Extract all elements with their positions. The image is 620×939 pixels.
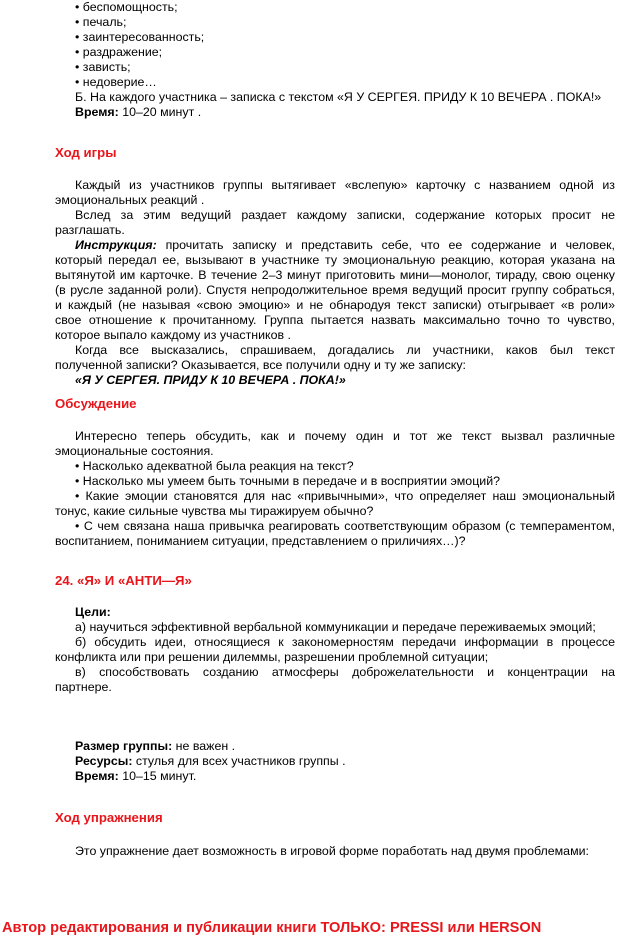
- variant-b-line: Б. На каждого участника – записка с текстом «Я У СЕРГЕЯ. ПРИДУ К 10 ВЕЧЕРА . ПОКА!»: [75, 90, 602, 104]
- section-heading-game: Ход игры: [55, 145, 117, 160]
- paragraph-line: который передал ее, вызывают в участнике ту эмоциональную реакцию, которая указана на: [55, 253, 615, 267]
- time-line: [55, 105, 615, 120]
- discussion-body: [55, 429, 615, 549]
- paragraph-line: Каждый из участников группы вытягивает «вслепую» карточку с названием одной из: [75, 178, 615, 192]
- section-heading-discussion: Обсуждение: [55, 396, 137, 411]
- paragraph-line: (в русле заданной роли). Спустя непродолжительное время ведущий просит группу собраться,: [55, 283, 615, 297]
- list-item: • беспомощность;: [75, 0, 178, 14]
- exercise-params: [55, 739, 615, 784]
- paragraph-line: Это упражнение дает возможность в игровой форме поработать над двумя проблемами:: [75, 844, 589, 858]
- goal-item: б) обсудить идеи, относящиеся к закономерностям передачи информации в процессе: [75, 635, 615, 649]
- question-item: • Какие эмоции становятся для нас «привычными», что определяет наш эмоциональный: [75, 489, 615, 503]
- instruction-line: [55, 238, 615, 253]
- paragraph-line: свое отношение к прочитанному. Группа пытается назвать максимально точно то чувство,: [55, 313, 615, 327]
- instruction-label: Инструкция:: [75, 238, 157, 252]
- time-value: 10–15 минут.: [118, 769, 197, 783]
- paragraph-line: и каждый (не называя «свою эмоцию» и не обнародуя текст записки) отыгрывает «в роли»: [55, 298, 615, 312]
- time-line: [55, 769, 615, 784]
- group-size-line: [55, 739, 615, 754]
- paragraph-line: партнере.: [55, 680, 112, 694]
- paragraph-line: разглашать.: [55, 223, 125, 237]
- time-label: Время:: [75, 105, 119, 119]
- top-block: [55, 0, 615, 120]
- paragraph-line: тонус, какие сильные чувства мы тиражируем обычно?: [55, 504, 374, 518]
- goals-label: Цели:: [75, 605, 111, 619]
- list-item: • заинтересованность;: [75, 30, 205, 44]
- footer-credit: Автор редактирования и публикации книги ТОЛЬКО: PRESSI или HERSON: [2, 920, 542, 936]
- time-label: Время:: [75, 769, 119, 783]
- section-heading-exercise-flow: Ход упражнения: [55, 810, 163, 825]
- list-item: • раздражение;: [75, 45, 163, 59]
- question-item: • Насколько мы умеем быть точными в передаче и в восприятии эмоций?: [75, 474, 501, 488]
- paragraph-line: которое выпало каждому из участников .: [55, 328, 291, 342]
- resources-line: [55, 754, 615, 769]
- paragraph-line: эмоциональные состояния.: [55, 444, 214, 458]
- goal-item: в) способствовать созданию атмосферы доброжелательности и концентрации на: [75, 665, 615, 679]
- paragraph-line: эмоциональных реакций .: [55, 193, 205, 207]
- time-value: 10–20 минут .: [118, 105, 202, 119]
- paragraph-line: конфликта или при решении дилеммы, разрешении проблемной ситуации;: [55, 650, 489, 664]
- paragraph-line: полученной записки? Оказывается, все получили одну и ту же записку:: [55, 358, 466, 372]
- group-size-label: Размер группы:: [75, 739, 173, 753]
- list-item: • недоверие…: [75, 75, 157, 89]
- exercise-goals: [55, 605, 615, 695]
- paragraph-line: вытянутой им карточке. В течение 2–3 минут приготовить мини—монолог, тираду, свою оценку: [55, 268, 615, 282]
- paragraph-line: воспитанием, пониманием ситуации, представлением о приличиях…)?: [55, 534, 466, 548]
- resources-label: Ресурсы:: [75, 754, 133, 768]
- instruction-text: прочитать записку и представить себе, что ее содержание и человек,: [156, 238, 615, 252]
- goal-item: а) научиться эффективной вербальной коммуникации и передаче переживаемых эмоций;: [75, 620, 596, 634]
- list-item: • зависть;: [75, 60, 131, 74]
- list-item: • печаль;: [75, 15, 127, 29]
- game-body: [55, 178, 615, 388]
- group-size-value: не важен .: [172, 739, 236, 753]
- paragraph-line: Когда все высказались, спрашиваем, догадались ли участники, каков был текст: [75, 343, 615, 357]
- question-item: • С чем связана наша привычка реагировать соответствующим образом (с темпераментом,: [75, 519, 615, 533]
- paragraph-line: Интересно теперь обсудить, как и почему один и тот же текст вызвал различные: [75, 429, 615, 443]
- question-item: • Насколько адекватной была реакция на текст?: [75, 459, 354, 473]
- resources-value: стулья для всех участников группы .: [132, 754, 346, 768]
- paragraph-line: Вслед за этим ведущий раздает каждому записки, содержание которых просит не: [75, 208, 615, 222]
- section-heading-exercise-24: 24. «Я» И «АНТИ—Я»: [55, 573, 192, 588]
- note-quote: «Я У СЕРГЕЯ. ПРИДУ К 10 ВЕЧЕРА . ПОКА!»: [75, 373, 346, 387]
- exercise-flow-body: [55, 844, 615, 859]
